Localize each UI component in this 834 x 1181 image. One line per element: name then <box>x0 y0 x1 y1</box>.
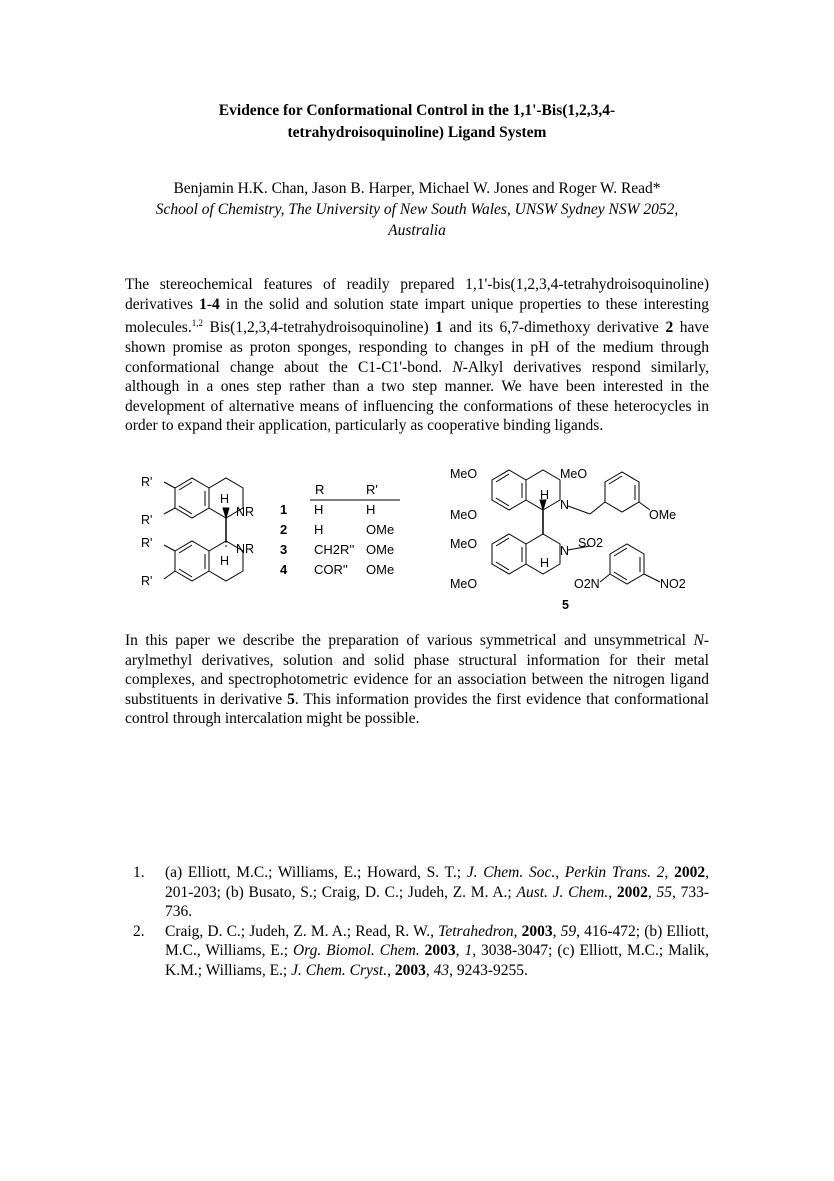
italic-n: N <box>452 358 463 376</box>
ref-text: , <box>455 942 465 960</box>
paper-title <box>110 100 724 144</box>
compound-number: 3 <box>280 542 288 557</box>
nitrogen-label: N <box>560 544 570 558</box>
h-label: H <box>540 488 550 502</box>
ref-text: , 201-203; (b) Busato, S.; Craig, D. C.; Judeh, Z. M. A.; <box>165 864 709 901</box>
reference-item <box>133 863 709 922</box>
compound-number: 4 <box>280 562 288 577</box>
abstract-text: The stereochemical features of readily prepared 1,1'-bis(1,2,3,4-tetrahydroisoquinoline) derivatives <box>125 276 709 313</box>
journal-name: Aust. J. Chem. <box>516 883 609 901</box>
h-label: H <box>540 556 550 570</box>
structure-bonds <box>130 462 710 622</box>
compound-5-label: 5 <box>562 598 569 612</box>
nr-label: NR <box>236 505 255 519</box>
ref-volume: 43 <box>433 961 450 979</box>
ref-volume: 55 <box>656 883 672 901</box>
chemical-scheme <box>130 462 710 622</box>
reference-number: 1. <box>133 864 145 881</box>
affiliation-line-1: School of Chemistry, The University of New South Wales, UNSW Sydney NSW 2052, <box>155 201 679 218</box>
methoxy-label: MeO <box>450 577 478 591</box>
r-prime-label: R' <box>141 475 153 489</box>
reference-item <box>133 922 709 981</box>
r-prime-value: OMe <box>366 542 395 557</box>
ref-text: , <box>425 961 434 979</box>
abstract-text: Bis(1,2,3,4-tetrahydroisoquinoline) <box>202 319 436 337</box>
table-row <box>280 542 400 560</box>
nitro-label: O2N <box>574 577 600 591</box>
r-prime-label: R' <box>141 574 153 588</box>
title-line-1: Evidence for Conformational Control in the 1,1'-Bis(1,2,3,4- <box>218 102 616 119</box>
ref-text: (a) Elliott, M.C.; Williams, E.; Howard, S. T.; <box>165 864 467 881</box>
nr-label: NR <box>236 542 255 556</box>
dinitrophenyl-ring <box>610 544 644 584</box>
ref-text: Craig, D. C.; Judeh, Z. M. A.; Read, R. W., <box>165 922 439 940</box>
r-value: CH2R'' <box>314 542 355 557</box>
ref-year: 2003 <box>521 922 553 940</box>
column-header-r: R <box>315 482 325 497</box>
h-label: H <box>220 554 230 568</box>
methoxy-label: MeO <box>450 508 478 522</box>
ref-year: 2002 <box>674 864 706 881</box>
journal-name: J. Chem. Cryst. <box>291 961 388 979</box>
journal-name: Org. Biomol. Chem. <box>292 942 420 960</box>
italic-n: N <box>693 632 704 649</box>
body-paragraph <box>125 631 709 729</box>
body-text: . This information provides the first evidence that conformational control through intercalation might be possible. <box>125 690 709 728</box>
compound-ref: 5 <box>287 690 295 708</box>
r-prime-value: OMe <box>366 562 395 577</box>
dimethoxybenzyl-ring <box>605 472 639 512</box>
table-row <box>280 502 400 520</box>
column-header-r-prime: R' <box>366 482 378 497</box>
ref-text: , <box>513 922 522 940</box>
table-row <box>280 562 400 580</box>
ref-volume: 1 <box>464 942 473 960</box>
right-upper-benzene-ring <box>492 470 526 510</box>
sulfonyl-label: SO2 <box>578 536 604 550</box>
abstract-text: have shown promise as proton sponges, responding to changes in pH of the medium through conformational change about the C1-C1'-bond. <box>125 319 709 376</box>
ref-text: , <box>664 864 675 881</box>
compound-ref: 4 <box>212 295 220 313</box>
right-lower-benzene-ring <box>492 534 526 574</box>
methoxy-label: MeO <box>450 467 478 481</box>
compound-number: 2 <box>280 522 288 537</box>
r-prime-label: R' <box>141 513 153 527</box>
body-text: In this paper we describe the preparation of various symmetrical and unsymmetrical <box>125 632 694 649</box>
abstract-text: in the solid and solution state impart unique properties to these interesting molecules. <box>125 295 709 337</box>
compound-number: 1 <box>280 502 288 517</box>
nitrogen-label: N <box>560 498 570 512</box>
ref-year: 2003 <box>394 961 426 979</box>
compound-ref: 1 <box>199 295 207 313</box>
r-value: H <box>314 522 324 537</box>
ref-text: , <box>552 922 561 940</box>
left-upper-benzene-ring <box>175 478 209 518</box>
citation-superscript: 1,2 <box>191 318 203 329</box>
nitro-label: NO2 <box>660 577 686 591</box>
title-line-2: tetrahydroisoquinoline) Ligand System <box>287 124 547 141</box>
r-value: H <box>314 502 324 517</box>
journal-name: Tetrahedron <box>438 922 514 940</box>
r-prime-value: OMe <box>366 522 395 537</box>
affiliation-line-2: Australia <box>388 222 446 239</box>
ref-text: , 416-472; (b) Elliott, M.C., Williams, E.; <box>165 922 710 960</box>
compound-ref: 2 <box>665 319 674 337</box>
abstract-paragraph <box>125 275 709 436</box>
reference-number: 2. <box>133 922 145 940</box>
abstract-text: - <box>206 295 213 313</box>
compound-ref: 1 <box>435 319 443 337</box>
ref-text: , <box>387 961 395 979</box>
r-prime-value: H <box>366 502 376 517</box>
ref-text: , 9243-9255. <box>449 961 528 979</box>
ref-year: 2002 <box>616 883 648 901</box>
body-text: -arylmethyl derivatives, solution and solid phase structural information for their metal complexes, and spectrophotometric evidence for an association between the nitrogen ligand substituents in derivative <box>125 632 709 708</box>
table-row <box>280 522 400 540</box>
abstract-text: and its 6,7-dimethoxy derivative <box>442 319 666 337</box>
left-lower-benzene-ring <box>175 541 209 581</box>
methoxy-label: MeO <box>560 467 588 481</box>
ref-text: , 3038-3047; (c) Elliott, M.C.; Malik, K.M.; Williams, E.; <box>165 942 710 979</box>
ref-text: , <box>647 883 657 901</box>
journal-name: J. Chem. Soc., Perkin Trans. 2 <box>466 864 665 881</box>
ref-year: 2003 <box>424 942 456 960</box>
abstract-text: -Alkyl derivatives respond similarly, although in a ones step rather than a two step manner. We have been interested in the development of alternative means of influencing the conformations of these heterocycles in order to expand their application, particularly as cooperative binding ligands. <box>125 358 709 435</box>
substituent-table <box>280 482 410 582</box>
h-label: H <box>220 492 230 506</box>
r-value: COR'' <box>314 562 348 577</box>
ref-text: , 733-736. <box>165 883 710 921</box>
methoxy-label: MeO <box>450 537 478 551</box>
methoxy-label: OMe <box>649 508 677 522</box>
r-prime-label: R' <box>141 536 153 550</box>
ref-volume: 59 <box>560 922 577 940</box>
author-names: Benjamin H.K. Chan, Jason B. Harper, Michael W. Jones and Roger W. Read* <box>173 180 661 197</box>
author-block <box>110 178 724 241</box>
reference-list <box>133 863 709 981</box>
ref-text: , <box>608 883 617 901</box>
